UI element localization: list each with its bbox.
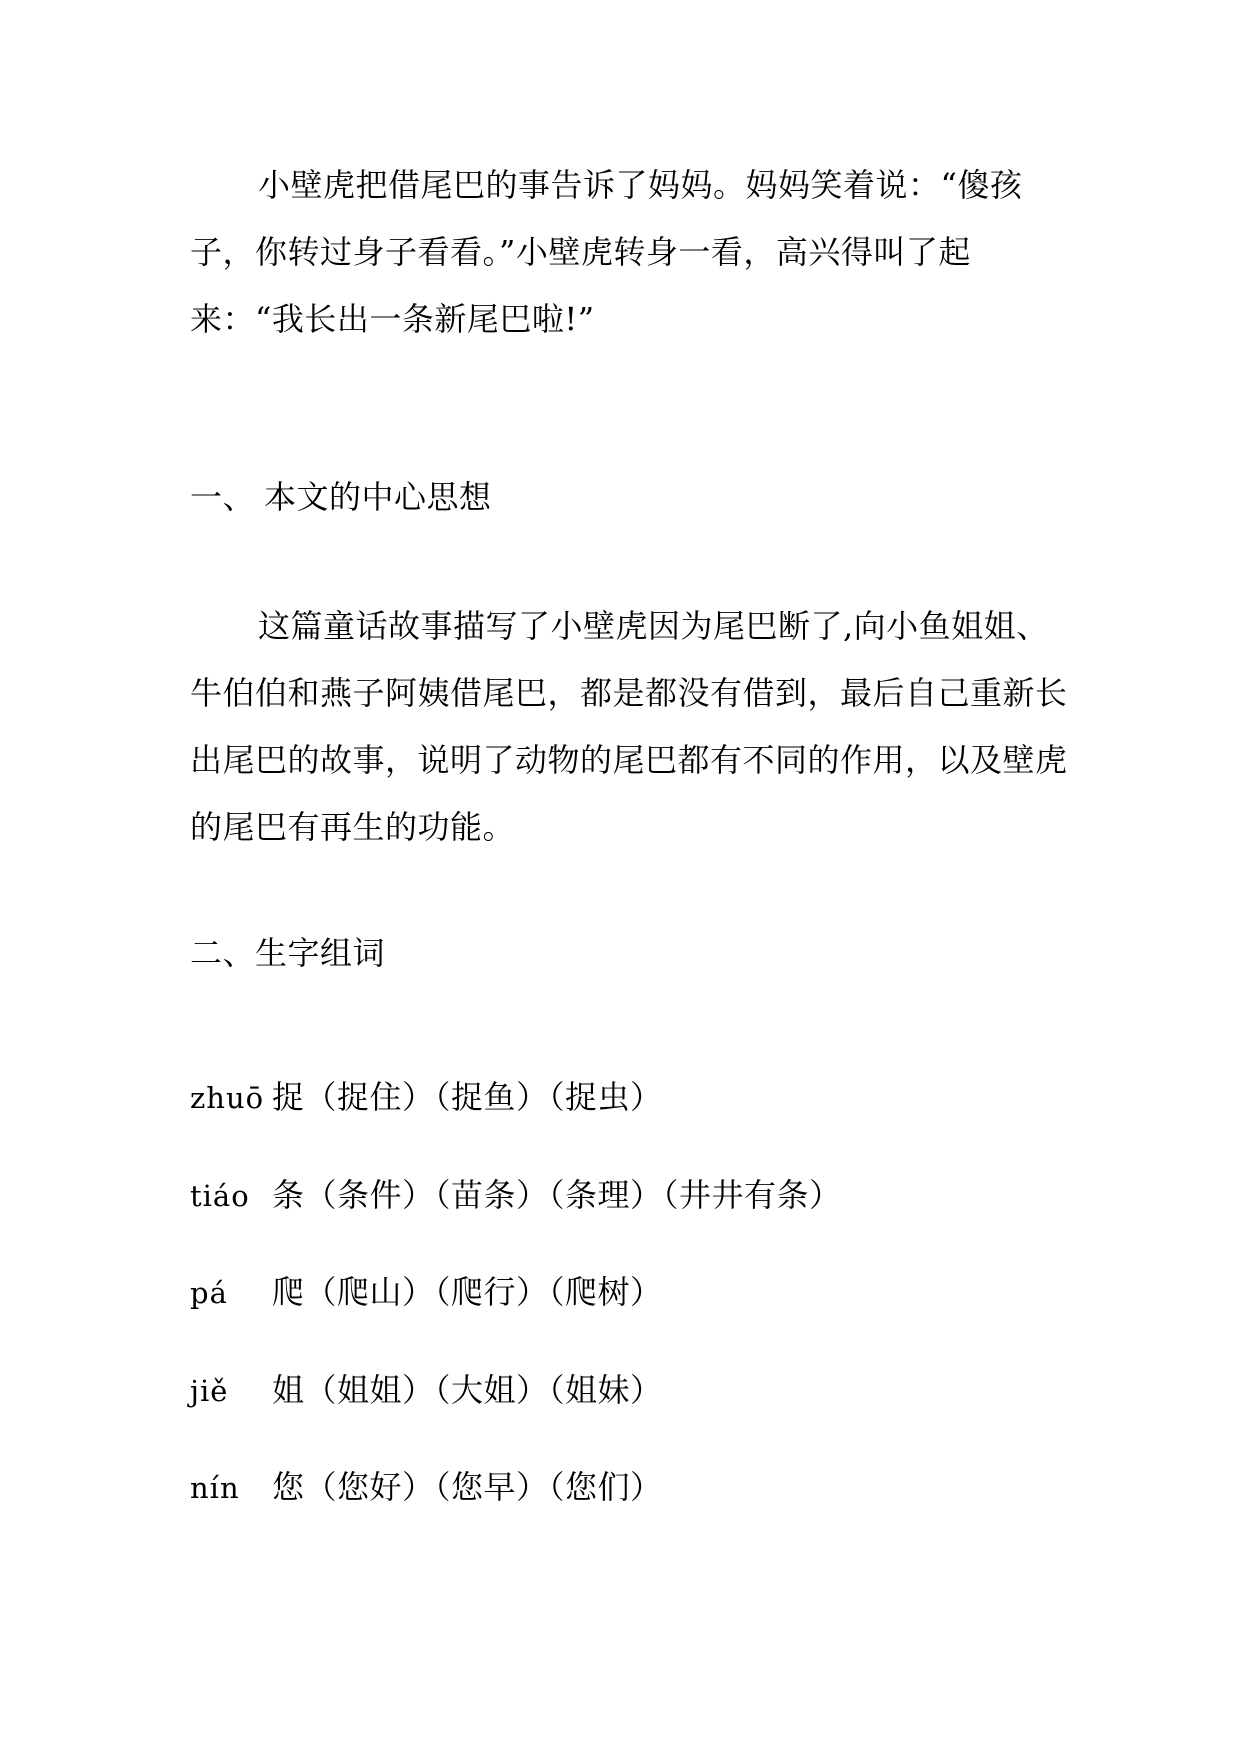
- vocab-words: 条（条件）（苗条）（条理）（井井有条）: [272, 1175, 842, 1214]
- vocab-item: [190, 1267, 842, 1365]
- vocab-pinyin: nín: [190, 1471, 240, 1505]
- vocab-words: 捉（捉住）（捉鱼）（捉虫）: [272, 1078, 663, 1116]
- vocab-pinyin: pá: [190, 1276, 228, 1310]
- vocab-words: 爬（爬山）（爬行）（爬树）: [272, 1273, 663, 1311]
- vocab-item: [190, 1365, 842, 1463]
- section-number: 一、: [190, 478, 256, 516]
- section-title: 本文的中心思想: [264, 478, 492, 516]
- vocab-words: 您（您好）（您早）（您们）: [272, 1468, 663, 1506]
- section-heading-vocabulary: 二、生字组词: [190, 934, 386, 972]
- story-paragraph: 小壁虎把借尾巴的事告诉了妈妈。妈妈笑着说：“傻孩子，你转过身子看看。”小壁虎转身一看，高兴得叫了起来：“我长出一条新尾巴啦!”: [190, 166, 1023, 338]
- vocab-item: [190, 1462, 842, 1560]
- vocab-item: [190, 1170, 842, 1268]
- vocab-item: [190, 1072, 842, 1170]
- summary-paragraph: 这篇童话故事描写了小壁虎因为尾巴断了,向小鱼姐姐、牛伯伯和燕子阿姨借尾巴，都是都没有借到，最后自己重新长出尾巴的故事，说明了动物的尾巴都有不同的作用，以及壁虎的尾巴有再生的功能。: [190, 607, 1068, 846]
- vocab-pinyin: tiáo: [190, 1178, 250, 1213]
- vocabulary-list: [190, 1072, 842, 1560]
- vocab-words: 姐（姐姐）（大姐）（姐妹）: [272, 1370, 663, 1409]
- vocab-pinyin: jiě: [190, 1373, 229, 1408]
- section-heading-central-idea: [190, 472, 492, 522]
- vocab-pinyin: zhuō: [190, 1081, 265, 1115]
